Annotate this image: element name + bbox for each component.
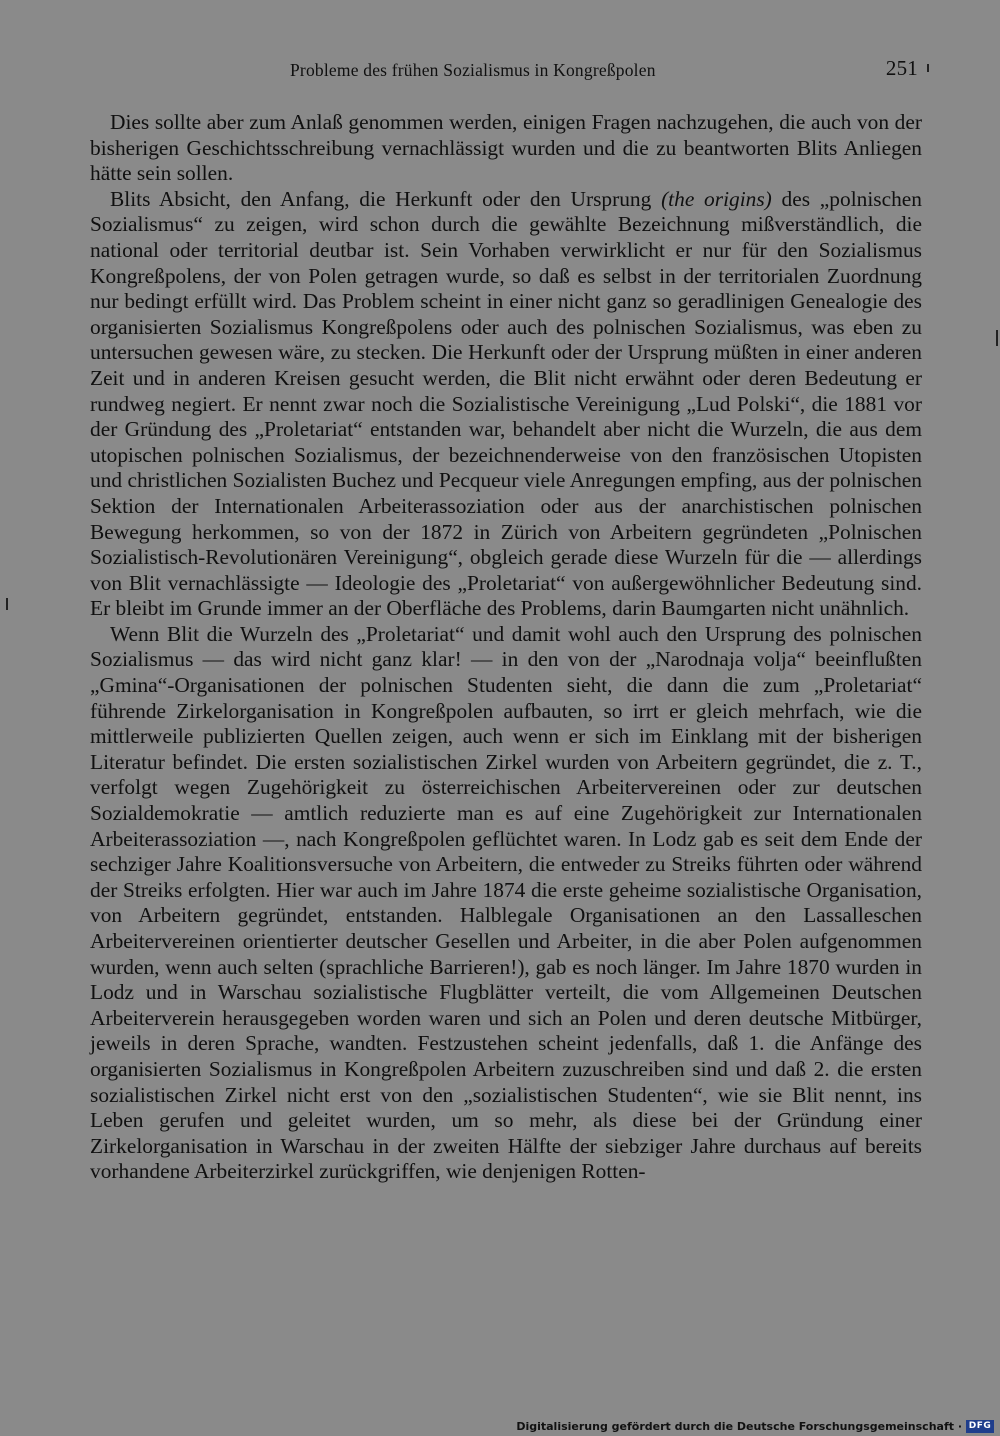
paragraph-3: Wenn Blit die Wurzeln des „Proletariat“ und damit wohl auch den Ursprung des polnischen Sozialismus — das wird nicht ganz klar! — in den von der „Narodnaja volja“ beeinflußten „Gmina“-Organisationen der polnischen Studenten sieht, die dann die zum „Proletariat“ führende Zirkelorganisation in Kongreßpolen aufbauten, so irrt er gleich mehrfach, wie die mittlerweile publizierten Quellen zeigen, auch wenn er sich im Einklang mit der bisherigen Literatur befindet. Die ersten sozialistischen Zirkel wurden von Arbeitern gegründet, die z. T., verfolgt wegen Zugehörigkeit zu österreichischen Arbeitervereinen oder zur deutschen Sozialdemokratie — amtlich reduzierte man es auf eine Zugehörigkeit zur Internationalen Arbeiterassoziation —, nach Kongreßpolen geflüchtet waren. In Lodz gab es seit dem Ende der sechziger Jahre Koalitionsversuche von Arbeitern, die entweder zu Streiks führten oder während der Streiks erfolgten. Hier war auch im Jahre 1874 die erste geheime sozialistische Organisation, von Arbeitern gegründet, entstanden. Halblegale Organisationen an den Lassalleschen Arbeitervereinen orientierter deutscher Gesellen und Arbeiter, in die aber Polen aufgenommen wurden, wenn auch selten (sprachliche Barrieren!), gab es noch länger. Im Jahre 1870 wurden in Lodz und in Warschau sozialistische Flugblätter verteilt, die vom Allgemeinen Deutschen Arbeiterverein herausgegeben worden waren und sich an Polen und deren deutsche Mitbürger, jeweils in deren Sprache, wandten. Festzustehen scheint jedenfalls, daß 1. die Anfänge des organisierten Sozialismus in Kongreßpolen Arbeitern zuzuschreiben sind und daß 2. die ersten sozialistischen Zirkel nicht erst von den „sozialistischen Studenten“, wie sie Blit nennt, ins Leben gerufen und geleitet wurden, um so mehr, als diese bei der Gründung einer Zirkelorganisation in Warschau in der zweiten Hälfte der siebziger Jahre durchaus auf bereits vorhandene Arbeiterzirkel zurückgriffen, wie denjenigen Rotten- <box>90 621 922 1184</box>
dfg-logo-icon: DFG <box>966 1420 994 1433</box>
italic-phrase: (the origins) <box>661 186 772 211</box>
running-head <box>90 56 922 86</box>
digitization-credit: Digitalisierung gefördert durch die Deutsche Forschungsgemeinschaft · <box>516 1420 962 1433</box>
paragraph-2 <box>90 187 922 622</box>
running-title: Probleme des frühen Sozialismus in Kongreßpolen <box>290 60 656 80</box>
paragraph-2-rest: des „polnischen Sozialismus“ zu zeigen, wird schon durch die gewählte Bezeichnung mißverständlich, die national oder territorial deutbar ist. Sein Vorhaben verwirklicht er nur für den Sozialismus Kongreßpolens, der von Polen getragen wurde, so daß es selbst in der territorialen Zuordnung nur bedingt erfüllt wird. Das Problem scheint in einer nicht ganz so geradlinigen Genealogie des organisierten Sozialismus Kongreßpolens oder auch des polnischen Sozialismus, was eben zu untersuchen gewesen wäre, zu stecken. Die Herkunft oder der Ursprung müßten in einer anderen Zeit und in anderen Kreisen gesucht werden, die Blit nicht erwähnt oder deren Bedeutung er rundweg negiert. Er nennt zwar noch die Sozialistische Vereinigung „Lud Polski“, die 1881 vor der Gründung des „Proletariat“ entstanden war, behandelt aber nicht die Wurzeln, die aus dem utopischen polnischen Sozialismus, der bezeichnenderweise von den französischen Utopisten und christlichen Sozialisten Buchez und Pecqueur viele Anregungen empfing, aus der polnischen Sektion der Internationalen Arbeiterassoziation oder aus der anarchistischen polnischen Bewegung herkommen, so von der 1872 in Zürich von Arbeitern gegründeten „Polnischen Sozialistisch-Revolutionären Vereinigung“, obgleich gerade diese Wurzeln für die — allerdings von Blit vernachlässigte — Ideologie des „Proletariat“ von außergewöhnlicher Bedeutung sind. Er bleibt im Grunde immer an der Oberfläche des Problems, darin Baumgarten nicht unähnlich. <box>90 186 922 621</box>
margin-speck <box>996 330 998 346</box>
digitization-footer <box>0 1414 1000 1436</box>
body-text <box>90 110 922 1185</box>
margin-speck <box>6 598 8 610</box>
margin-speck <box>927 64 929 72</box>
paragraph-1: Dies sollte aber zum Anlaß genommen werden, einigen Fragen nachzugehen, die auch von der bisherigen Geschichtsschreibung vernachlässigt wurden und die zu beantworten Blits Anliegen hätte sein sollen. <box>90 110 922 186</box>
page-number: 251 <box>885 56 918 80</box>
paragraph-2-start: Blits Absicht, den Anfang, die Herkunft oder den Ursprung <box>110 186 662 211</box>
